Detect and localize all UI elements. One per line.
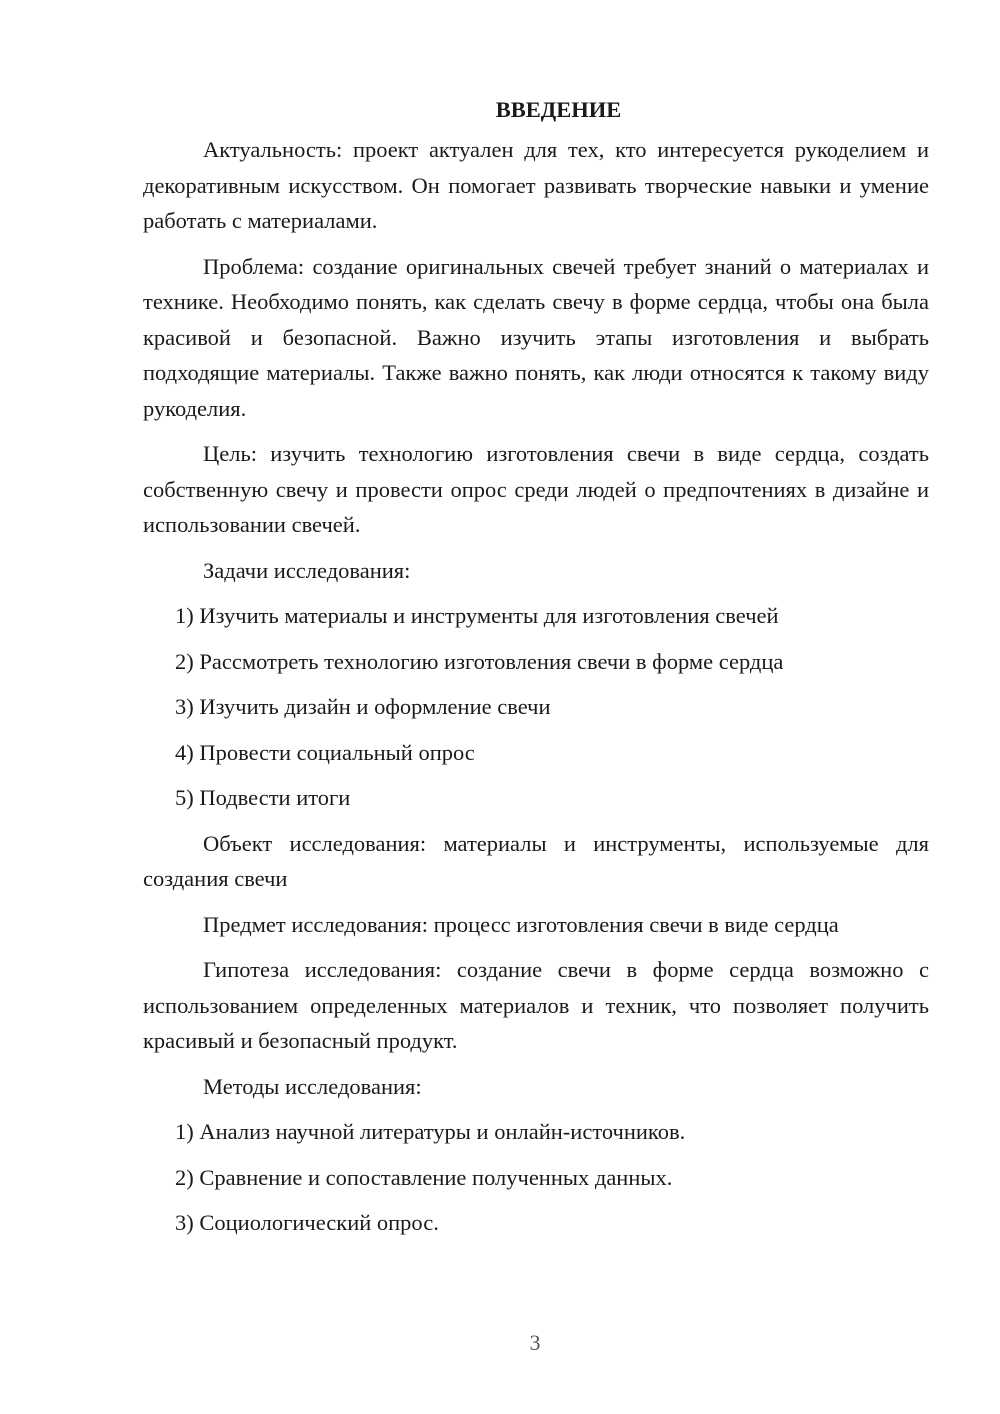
subject-paragraph: Предмет исследования: процесс изготовления свечи в виде сердца: [203, 911, 839, 937]
task-item: 1) Изучить материалы и инструменты для изготовления свечей: [175, 603, 779, 628]
section-title: ВВЕДЕНИЕ: [495, 97, 622, 122]
page-number: 3: [529, 1330, 541, 1355]
problem-paragraph: Проблема: создание оригинальных свечей требует знаний о материалах и технике. Необходимо понять, как сделать свечу в форме сердца, чтобы она была красивой и безопасной. Важно изучить этапы изготовления и выбрать подходящие материалы. Также важно понять, как люди относятся к такому виду рукоделия.: [143, 253, 929, 421]
method-item: 2) Сравнение и сопоставление полученных данных.: [175, 1164, 673, 1190]
goal-paragraph: Цель: изучить технологию изготовления свечи в виде сердца, создать собственную свечу и провести опрос среди людей о предпочтениях в дизайне и использовании свечей.: [143, 441, 929, 537]
task-item: 5) Подвести итоги: [175, 785, 351, 810]
relevance-paragraph: Актуальность: проект актуален для тех, кто интересуется рукоделием и декоративным искусством. Он помогает развивать творческие навыки и умение работать с материалами.: [143, 137, 929, 233]
method-item: 3) Социологический опрос.: [175, 1210, 439, 1235]
tasks-heading: Задачи исследования:: [203, 557, 411, 583]
methods-heading: Методы исследования:: [203, 1073, 422, 1099]
method-item: 1) Анализ научной литературы и онлайн-источников.: [175, 1119, 686, 1144]
task-item: 3) Изучить дизайн и оформление свечи: [175, 694, 551, 719]
hypothesis-paragraph: Гипотеза исследования: создание свечи в форме сердца возможно с использованием определенных материалов и техник, что позволяет получить красивый и безопасный продукт.: [143, 957, 929, 1053]
task-item: 4) Провести социальный опрос: [175, 739, 475, 765]
task-item: 2) Рассмотреть технологию изготовления свечи в форме сердца: [175, 648, 784, 674]
page-content: [143, 92, 929, 1251]
object-paragraph: Объект исследования: материалы и инструменты, используемые для создания свечи: [143, 830, 929, 891]
